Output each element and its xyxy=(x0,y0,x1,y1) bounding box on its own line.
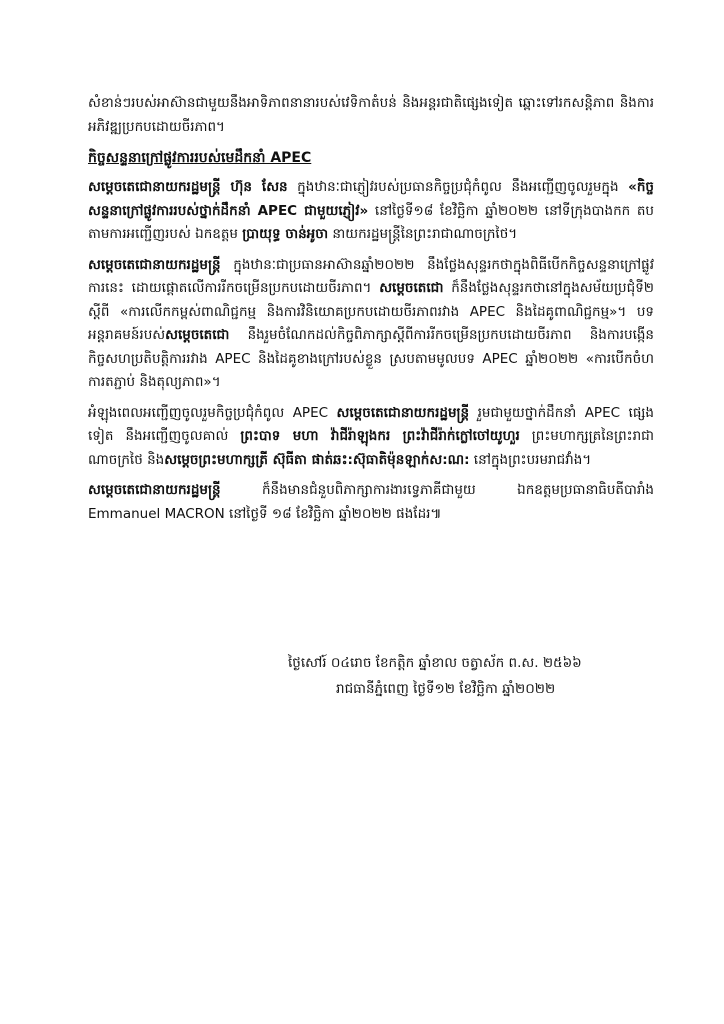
pm-title-bold: សម្តេចតេជោនាយករដ្ឋមន្ត្រី xyxy=(336,404,470,421)
event-name-bold: «កិច្ចសន្ទនាក្រៅផ្លូវការរបស់ថ្នាក់ដឹកនាំ APEC ជាមួយភ្ញៀវ» xyxy=(88,179,654,219)
document-body xyxy=(88,92,654,533)
para1-text-c: នាយករដ្ឋមន្ត្រីនៃព្រះរាជាណាចក្រថៃ។ xyxy=(328,226,518,242)
para3-text-c: ព្រះមហាក្សត្រនៃព្រះរាជាណាចក្រថៃ និង xyxy=(88,428,654,468)
para3-text-d: នៅក្នុងព្រះបរមរាជវាំង។ xyxy=(469,451,592,468)
thai-pm-name-bold: ប្រាយុទ្ធ ចាន់អូចា xyxy=(242,226,329,242)
signature-lunar-date: ថ្ងៃសៅរ៍ ០៤រោច ខែកត្តិក ឆ្នាំខាល ចត្វាស័ក ព.ស. ២៥៦៦ xyxy=(288,655,582,671)
pm-title-bold: សម្តេចតេជោនាយករដ្ឋមន្ត្រី xyxy=(88,482,221,498)
pm-title-bold: សម្តេចតេជោនាយករដ្ឋមន្ត្រី ហ៊ុន សែន xyxy=(88,179,288,195)
king-name-bold: ព្រះបាទ មហា វ៉ាជីរ៉ាឡុងករ ព្រះវ៉ាជីរ៉ាក់ក្លៅចៅយូហួរ xyxy=(240,428,520,444)
section-heading: កិច្ចសន្ទនាក្រៅផ្លូវការរបស់មេដឹកនាំ APEC xyxy=(88,150,312,166)
para4-text-a: ក៏នឹងមានជំនួបពិភាក្សាការងារទ្វេភាគីជាមួយ ឯកឧត្តមប្រធានាធិបតីបារាំង Emmanuel MACRON នៅថ្ងៃទី ១៨ ខែវិច្ឆិកា ឆ្នាំ២០២២ ផងដែរ៕ xyxy=(88,482,654,522)
queen-name-bold: សម្តេចព្រះមហាក្សត្រី ស៊ុធីតា ផាត់ឆះ:ស៊ុធាតិម៉ុនឡាក់ស:ណ: xyxy=(164,451,470,468)
paragraph-pm-attendance xyxy=(88,176,654,247)
para1-text-b: នៅថ្ងៃទី១៨ ខែវិច្ឆិកា ឆ្នាំ២០២២ នៅទីក្រុងបាងកក តបតាមការអញ្ជើញរបស់ ឯកឧត្តម xyxy=(88,202,654,242)
para1-text-a: ក្នុងឋានៈជាភ្ញៀវរបស់ប្រធានកិច្ចប្រជុំកំពូល នឹងអញ្ជើញចូលរួមក្នុង xyxy=(287,179,629,195)
intro-text: សំខាន់ៗរបស់អាស៊ានជាមួយនឹងអាទិភាពនានារបស់វេទិកាតំបន់ និងអន្តរជាតិផ្សេងទៀត ឆ្ពោះទៅរកសន្តិភាព និងការអភិវឌ្ឍប្រកបដោយចីរភាព។ xyxy=(88,95,654,135)
para2-text-a: ក្នុងឋានៈជាប្រធានអាស៊ានឆ្នាំ២០២២ នឹងថ្លែងសុន្ទរកថាក្នុងពិធីបើកកិច្ចសន្ទនាក្រៅផ្លូវការនេះ ដោយផ្តោតលើការរីកចម្រើនប្រកបដោយចីរភាព។ xyxy=(88,256,654,296)
pm-title-bold: សម្តេចតេជោនាយករដ្ឋមន្ត្រី xyxy=(88,256,221,273)
para2-text-c: នឹងរួមចំណែកដល់កិច្ចពិភាក្សាស្តីពីការរីកចម្រើនប្រកបដោយចីរភាព និងការបង្កើនកិច្ចសហប្រតិបត្តិការរវាង APEC និងដៃគូខាងក្រៅរបស់ខ្លួន ស្របតាមមូលបទ APEC ឆ្នាំ២០២២ «ការបើកចំហ ការតភ្ជាប់ និងតុល្យភាព»។ xyxy=(88,327,654,390)
pm-short-title-bold: សម្តេចតេជោ xyxy=(165,327,230,343)
paragraph-royal-audience xyxy=(88,402,654,473)
para3-text-b: រួមជាមួយថ្នាក់ដឹកនាំ APEC ផ្សេងទៀត នឹងអញ្ជើញចូលគាល់ xyxy=(88,404,654,444)
intro-paragraph xyxy=(88,92,654,139)
paragraph-bilateral xyxy=(88,479,654,526)
signature-place-date: រាជធានីភ្នំពេញ ថ្ងៃទី១២ ខែវិច្ឆិកា ឆ្នាំ២០២២ xyxy=(336,681,556,697)
para3-text-a: អំឡុងពេលអញ្ជើញចូលរួមកិច្ចប្រជុំកំពូល APEC xyxy=(88,404,337,421)
paragraph-speech xyxy=(88,254,654,395)
para2-text-b: ក៏នឹងថ្លែងសុន្ទរកថានៅក្នុងសម័យប្រជុំទី២ ស្តីពី «ការលើកកម្ពស់ពាណិជ្ជកម្ម និងការវិនិយោគប្រកបដោយចីរភាពរវាង APEC និងដៃគូពាណិជ្ជកម្ម»។ បទអន្តរាគមន៍របស់ xyxy=(88,280,654,343)
pm-short-title-bold: សម្តេចតេជោ xyxy=(379,280,444,296)
